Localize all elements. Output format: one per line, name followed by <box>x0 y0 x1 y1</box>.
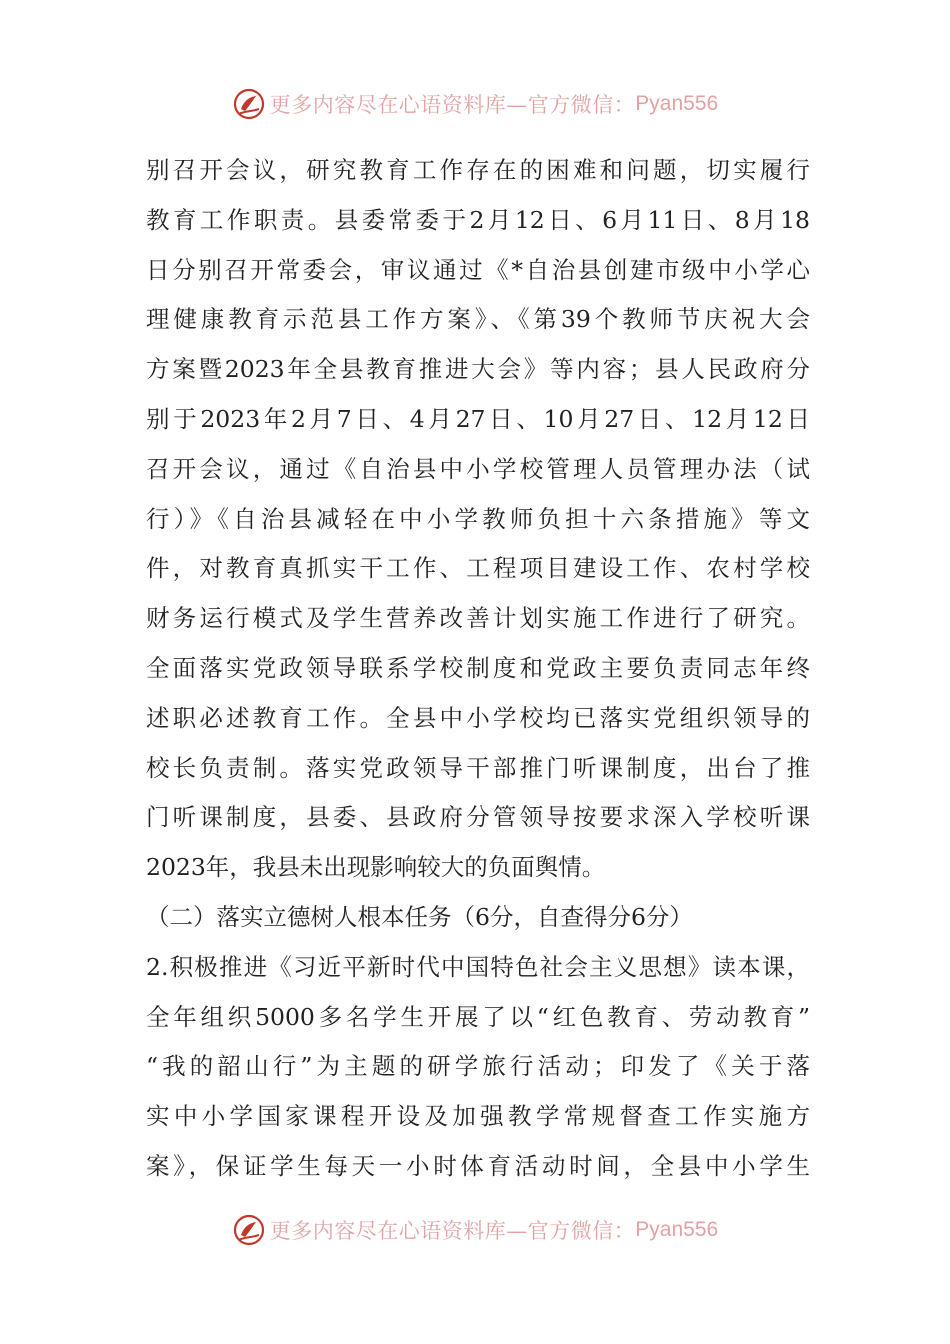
body-line: 召开会议，通过《自治县中小学校管理人员管理办法（试 <box>146 454 810 483</box>
body-line: 教育工作职责。县委常委于2月12日、6月11日、8月18 <box>146 205 810 234</box>
body-line: 案》，保证学生每天一小时体育活动时间，全县中小学生 <box>146 1151 810 1180</box>
body-line: 2.积极推进《习近平新时代中国特色社会主义思想》读本课， <box>146 952 810 981</box>
document-body <box>146 146 810 1192</box>
body-line: 别于2023年2月7日、4月27日、10月27日、12月12日 <box>146 404 810 433</box>
watermark-text: 更多内容尽在心语资料库—官方微信： <box>269 93 636 117</box>
body-line: 财务运行模式及学生营养改善计划实施工作进行了研究。 <box>146 604 810 633</box>
body-line: 方案暨2023年全县教育推进大会》等内容；县人民政府分 <box>146 355 810 384</box>
body-line: “我的韶山行”为主题的研学旅行活动；印发了《关于落 <box>146 1052 810 1081</box>
body-line: 别召开会议，研究教育工作存在的困难和问题，切实履行 <box>146 156 810 184</box>
body-line: 日分别召开常委会，审议通过《*自治县创建市级中小学心 <box>146 255 810 284</box>
watermark-wechat-id: Pyan556 <box>635 92 719 115</box>
body-line: 实中小学国家课程开设及加强教学常规督查工作实施方 <box>146 1102 810 1131</box>
body-line: 全年组织5000多名学生开展了以“红色教育、劳动教育” <box>146 1002 810 1031</box>
body-line: 述职必述教育工作。全县中小学校均已落实党组织领导的 <box>146 703 810 732</box>
body-line: 理健康教育示范县工作方案》、《第39个教师节庆祝大会 <box>146 305 810 334</box>
body-line: 件，对教育真抓实干工作、工程项目建设工作、农村学校 <box>146 554 810 583</box>
pen-signature-logo-icon <box>232 87 266 121</box>
body-line: 2023年，我县未出现影响较大的负面舆情。 <box>146 853 606 882</box>
watermark-text: 更多内容尽在心语资料库—官方微信： <box>269 1219 636 1243</box>
body-line: 门听课制度，县委、县政府分管领导按要求深入学校听课 <box>146 803 810 832</box>
watermark-wechat-id: Pyan556 <box>635 1218 719 1241</box>
body-line: 校长负责制。落实党政领导干部推门听课制度，出台了推 <box>146 753 810 782</box>
pen-signature-logo-icon <box>232 1213 266 1247</box>
watermark-footer <box>0 1210 950 1250</box>
body-line: 全面落实党政领导联系学校制度和党政主要负责同志年终 <box>146 653 810 682</box>
body-line: 行）》《自治县减轻在中小学教师负担十六条措施》等文 <box>146 504 810 533</box>
watermark-header <box>0 84 950 124</box>
section-heading: （二）落实立德树人根本任务（6分，自查得分6分） <box>146 902 693 931</box>
